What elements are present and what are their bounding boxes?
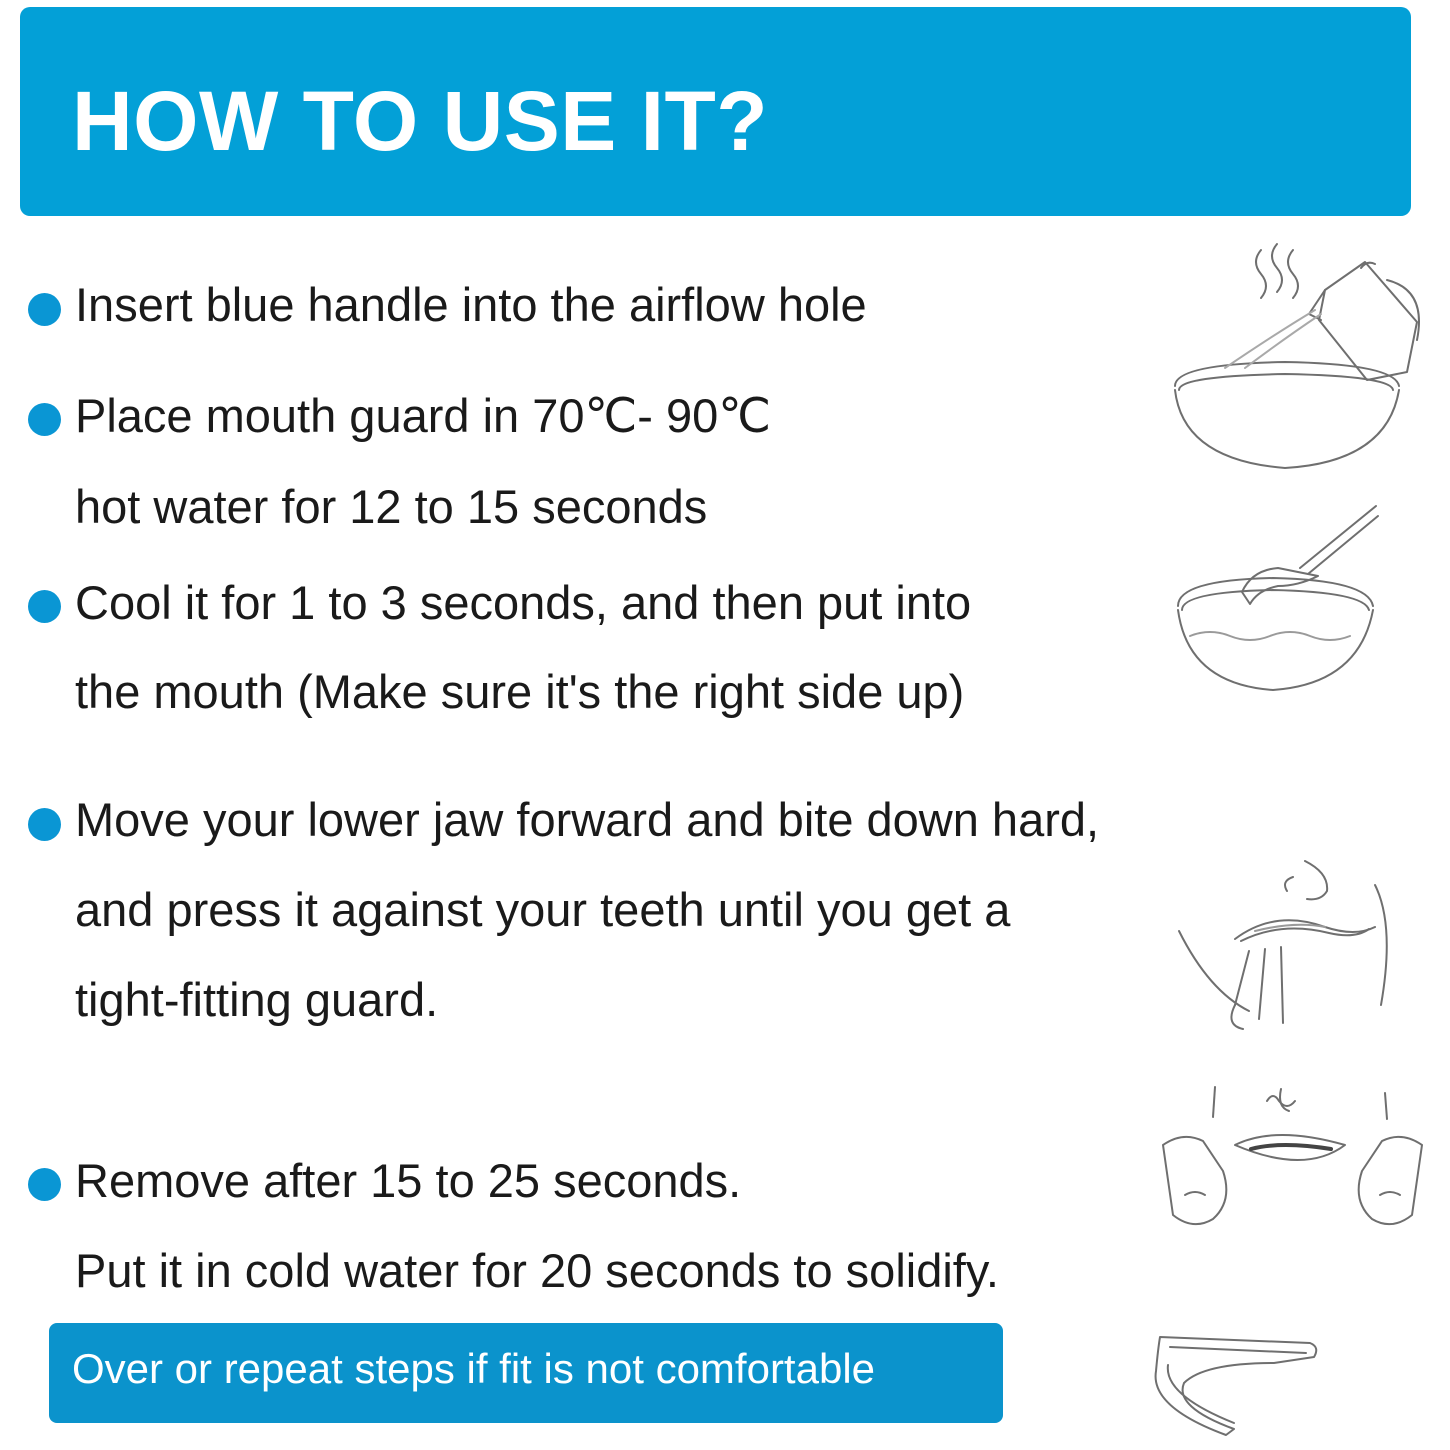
mouthguard-icon <box>1150 1325 1325 1440</box>
step-5-bullet <box>28 1168 61 1201</box>
step-5-line-1: Remove after 15 to 25 seconds. <box>75 1154 742 1207</box>
step-3-line-1: Cool it for 1 to 3 seconds, and then put into <box>75 576 972 629</box>
page-title: HOW TO USE IT? <box>72 74 769 168</box>
title-banner <box>20 7 1411 216</box>
footer-note: Over or repeat steps if fit is not comfortable <box>72 1345 876 1392</box>
step-4-line-3: tight-fitting guard. <box>75 973 439 1026</box>
step-1-line-1: Insert blue handle into the airflow hole <box>75 278 867 331</box>
kettle-pouring-into-bowl-icon <box>1165 240 1430 475</box>
step-4-bullet <box>28 808 61 841</box>
step-1-bullet <box>28 293 61 326</box>
step-2-bullet <box>28 403 61 436</box>
step-5-line-2: Put it in cold water for 20 seconds to solidify. <box>75 1244 999 1297</box>
step-4-line-2: and press it against your teeth until you get a <box>75 883 1011 936</box>
step-2-line-2: hot water for 12 to 15 seconds <box>75 480 708 533</box>
footer-note-banner <box>49 1323 1003 1423</box>
step-2-line-1: Place mouth guard in 70℃- 90℃ <box>75 389 772 442</box>
fitting-guard-in-mouth-icon <box>1175 855 1400 1035</box>
mouthguard-in-bowl-icon <box>1170 500 1385 700</box>
step-4-line-1: Move your lower jaw forward and bite down hard, <box>75 793 1100 846</box>
pressing-guard-on-teeth-icon <box>1155 1085 1430 1250</box>
step-3-line-2: the mouth (Make sure it's the right side up) <box>75 665 965 718</box>
step-3-bullet <box>28 590 61 623</box>
